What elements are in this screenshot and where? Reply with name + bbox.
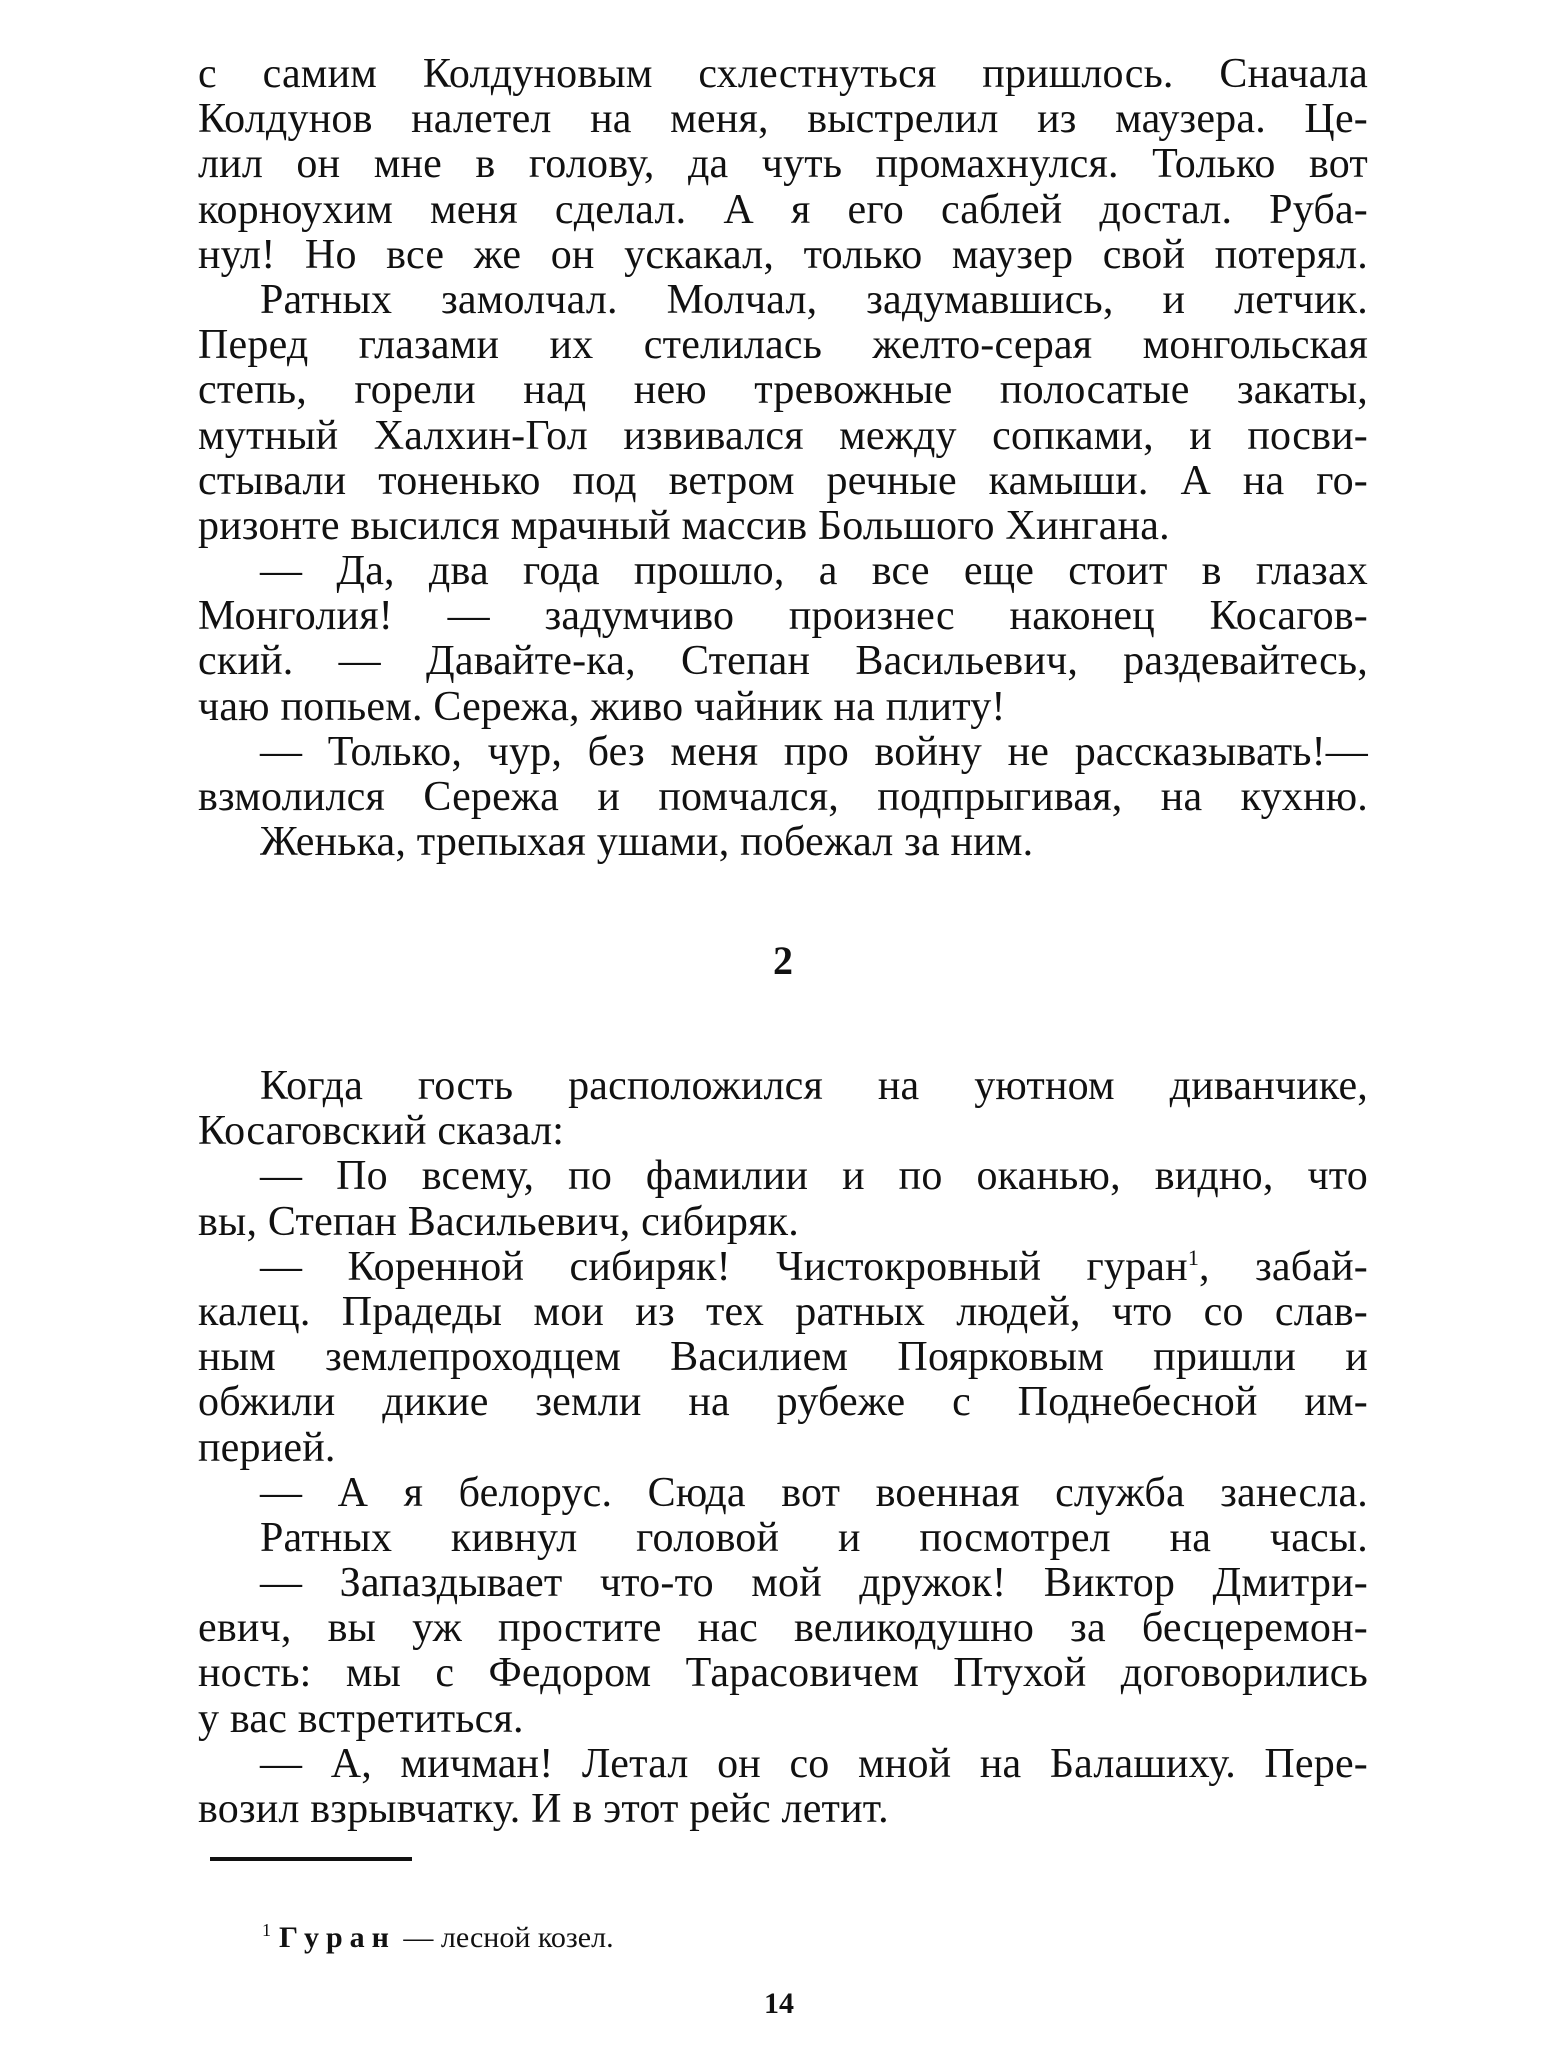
text-line: ский. — Давайте-ка, Степан Васильевич, раздевайтесь,: [198, 638, 1368, 685]
text-line: Ратных замолчал. Молчал, задумавшись, и летчик.: [260, 276, 1368, 323]
text-line: нул! Но все же он ускакал, только маузер свой потерял.: [198, 231, 1368, 278]
text-block-2: [198, 1064, 1368, 1832]
text-line: обжили дикие земли на рубеже с Поднебесной им-: [198, 1379, 1368, 1426]
page-number: 14: [764, 1987, 794, 2020]
text-line: Женька, трепыхая ушами, побежал за ним.: [260, 819, 1034, 866]
page-body: [198, 51, 1368, 1832]
text-line: вы, Степан Васильевич, сибиряк.: [198, 1198, 799, 1245]
footnote-marker: 1: [262, 1920, 271, 1940]
text-line: Монголия! — задумчиво произнес наконец Косагов-: [198, 593, 1368, 640]
text-line: калец. Прадеды мои из тех ратных людей, что со слав-: [198, 1288, 1368, 1335]
text-line: с самим Колдуновым схлестнуться пришлось. Сначала: [198, 51, 1368, 97]
text-line: стывали тоненько под ветром речные камыши. А на го-: [198, 457, 1368, 504]
footnote-divider: [210, 1857, 412, 1861]
text-line: — Да, два года прошло, а все еще стоит в глазах: [260, 548, 1368, 595]
text-line: — А, мичман! Летал он со мной на Балашиху. Пере-: [260, 1740, 1368, 1787]
text-line: мутный Халхин-Гол извивался между сопками, и посви-: [198, 412, 1368, 459]
text-line: перией.: [198, 1424, 336, 1471]
text-line: Когда гость расположился на уютном диванчике,: [260, 1063, 1368, 1109]
text-line: ным землепроходцем Василием Поярковым пришли и: [198, 1334, 1368, 1381]
text-fragment: , забай-: [1199, 1243, 1368, 1290]
text-line: лил он мне в голову, да чуть промахнулся. Только вот: [198, 141, 1368, 188]
text-line: — Запаздывает что-то мой дружок! Виктор Дмитри-: [260, 1560, 1368, 1607]
footnote-reference: 1: [1187, 1244, 1200, 1270]
text-line: возил взрывчатку. И в этот рейс летит.: [198, 1786, 889, 1832]
text-line: ризонте высился мрачный массив Большого Хингана.: [198, 502, 1170, 549]
text-line: взмолился Сережа и помчался, подпрыгивая, на кухню.: [198, 774, 1368, 820]
text-line: степь, горели над нею тревожные полосатые закаты,: [198, 367, 1368, 414]
chapter-number: 2: [773, 938, 793, 983]
text-line-with-note: [198, 1245, 1368, 1290]
text-line: евич, вы уж простите нас великодушно за бесцеремон-: [198, 1605, 1368, 1652]
text-line: у вас встретиться.: [198, 1695, 524, 1742]
text-line: Косаговский сказал:: [198, 1108, 565, 1155]
text-block-1: [198, 52, 1368, 865]
text-line: Перед глазами их стелилась желто-серая монгольская: [198, 322, 1368, 369]
text-fragment: — Коренной сибиряк! Чистокровный гуран: [260, 1243, 1188, 1290]
text-line: — А я белорус. Сюда вот военная служба занесла.: [260, 1469, 1368, 1516]
text-line: — По всему, по фамилии и по оканью, видно, что: [260, 1153, 1368, 1200]
footnote-text: — лесной козел.: [395, 1921, 614, 1954]
text-line: чаю попьем. Сережа, живо чайник на плиту!: [198, 683, 1006, 730]
text-line: корноухим меня сделал. А я его саблей достал. Руба-: [198, 186, 1368, 233]
footnote-term: Гуран: [279, 1921, 396, 1954]
footnote: [262, 1910, 614, 1958]
text-line: Колдунов налетел на меня, выстрелил из маузера. Це-: [198, 96, 1368, 143]
text-line: ность: мы с Федором Тарасовичем Птухой договорились: [198, 1650, 1368, 1697]
text-line: — Только, чур, без меня про войну не рассказывать!—: [260, 728, 1368, 775]
text-line: Ратных кивнул головой и посмотрел на часы.: [260, 1514, 1368, 1561]
